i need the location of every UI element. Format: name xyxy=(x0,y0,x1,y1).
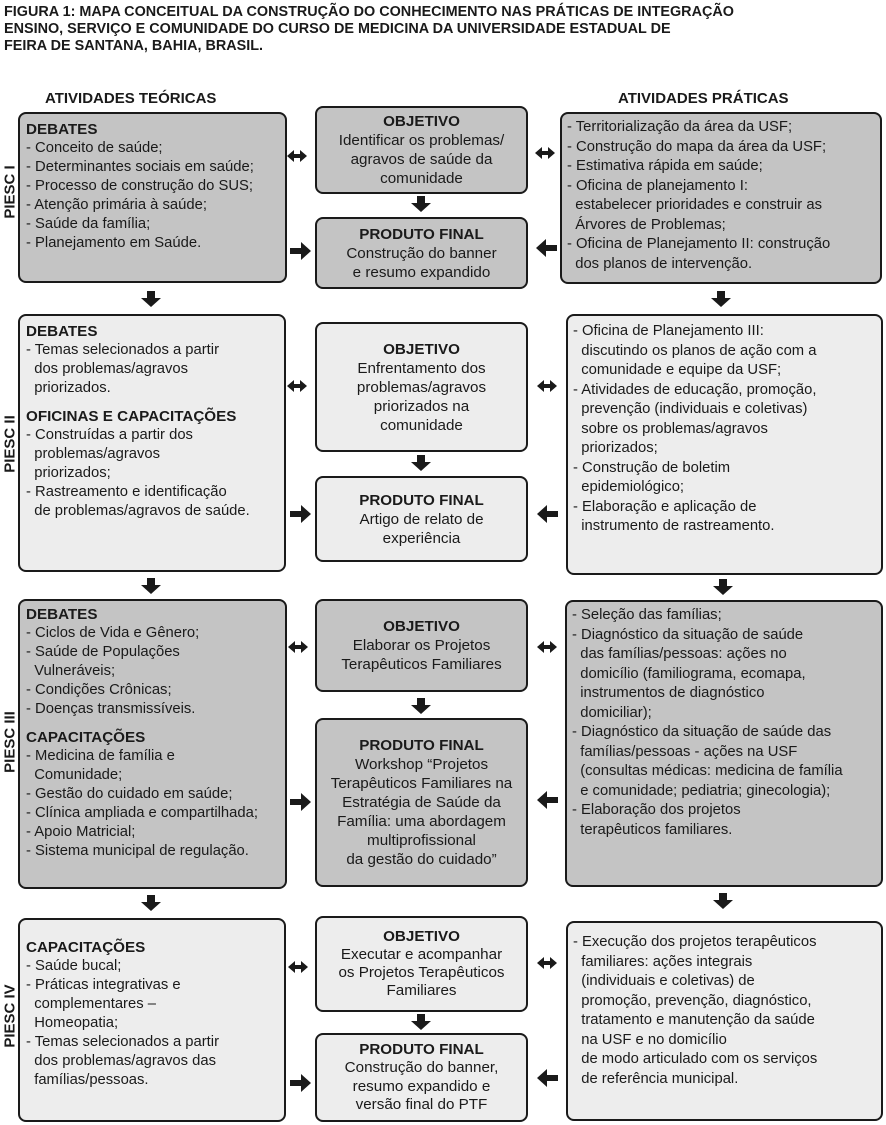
text-line: Estratégia de Saúde da xyxy=(342,794,501,811)
list-item: familiares: ações integrais xyxy=(573,953,753,970)
section-heading: CAPACITAÇÕES xyxy=(26,729,146,746)
double-arrow-icon xyxy=(537,641,557,653)
list-item: - Construção do mapa da área da USF; xyxy=(567,138,827,155)
list-item: Árvores de Problemas; xyxy=(567,216,726,233)
double-arrow-icon xyxy=(537,957,557,969)
left-arrow-icon xyxy=(536,239,557,257)
list-item: - Determinantes sociais em saúde; xyxy=(26,159,254,175)
list-item: - Seleção das famílias; xyxy=(572,607,722,623)
list-item: - Medicina de família e xyxy=(26,748,175,764)
right-arrow-icon xyxy=(290,505,311,523)
list-item: - Elaboração e aplicação de xyxy=(573,498,757,515)
list-item: - Conceito de saúde; xyxy=(26,140,163,156)
list-item: - Práticas integrativas e xyxy=(26,977,181,993)
list-item: discutindo os planos de ação com a xyxy=(573,342,817,359)
text-line: Identificar os problemas/ xyxy=(338,132,505,149)
list-item: - Condições Crônicas; xyxy=(26,682,172,698)
list-item: - Sistema municipal de regulação. xyxy=(26,843,249,859)
list-item: - Estimativa rápida em saúde; xyxy=(567,158,763,174)
objective-heading: OBJETIVO xyxy=(383,618,460,635)
section-heading: OFICINAS E CAPACITAÇÕES xyxy=(26,408,237,425)
down-arrow-icon xyxy=(411,196,431,212)
text-line: Construção do banner, xyxy=(344,1059,499,1076)
list-item: estabelecer prioridades e construir as xyxy=(567,197,822,213)
list-item: instrumentos de diagnóstico xyxy=(572,685,765,701)
list-item: tratamento e manutenção da saúde xyxy=(573,1012,815,1028)
list-item: de problemas/agravos de saúde. xyxy=(26,503,250,519)
title-line: FEIRA DE SANTANA, BAHIA, BRASIL. xyxy=(4,38,264,54)
text-line: Construção do banner xyxy=(346,244,497,262)
list-item: comunidade e equipe da USF; xyxy=(573,362,782,378)
down-arrow-icon xyxy=(411,455,431,471)
double-arrow-icon xyxy=(288,961,308,973)
objective-heading: OBJETIVO xyxy=(383,113,460,130)
down-arrow-icon xyxy=(411,698,431,714)
list-item: - Oficina de Planejamento II: construção xyxy=(567,236,831,252)
list-item: dos planos de intervenção. xyxy=(567,255,753,272)
final-product-heading: PRODUTO FINAL xyxy=(359,491,484,509)
list-item: - Processo de construção do SUS; xyxy=(26,178,253,194)
text-line: Enfrentamento dos xyxy=(357,359,486,377)
down-arrow-icon xyxy=(141,291,161,307)
row-label-piesc-3: PIESC III xyxy=(1,711,19,773)
title-line: ENSINO, SERVIÇO E COMUNIDADE DO CURSO DE MEDICINA DA UNIVERSIDADE ESTADUAL DE xyxy=(4,21,671,37)
text-line: Artigo de relato de xyxy=(359,510,484,528)
list-item: famílias/pessoas - ações na USF xyxy=(572,743,798,760)
text-line: Terapêuticos Familiares xyxy=(341,656,502,673)
text-line: Família: uma abordagem xyxy=(337,813,506,830)
list-item: - Territorialização da área da USF; xyxy=(567,119,793,135)
list-item: dos problemas/agravos xyxy=(26,361,189,377)
text-line: Elaborar os Projetos xyxy=(352,637,491,654)
section-heading: DEBATES xyxy=(26,323,98,340)
final-product-heading: PRODUTO FINAL xyxy=(359,737,484,754)
row-label-piesc-2: PIESC II xyxy=(1,415,19,473)
text-line: resumo expandido e xyxy=(352,1077,491,1095)
list-item: - Gestão do cuidado em saúde; xyxy=(26,786,233,802)
list-item: - Construídas a partir dos xyxy=(26,427,193,443)
text-line: e resumo expandido xyxy=(352,263,491,281)
left-arrow-icon xyxy=(537,505,558,523)
list-item: terapêuticos familiares. xyxy=(572,821,733,838)
list-item: - Rastreamento e identificação xyxy=(26,484,227,500)
down-arrow-icon xyxy=(713,893,733,909)
text-line: Familiares xyxy=(386,982,457,999)
row-label-piesc-4: PIESC IV xyxy=(1,984,19,1048)
list-item: epidemiológico; xyxy=(573,479,685,495)
text-line: experiência xyxy=(382,529,461,547)
list-item: Homeopatia; xyxy=(26,1015,119,1031)
title-line: FIGURA 1: MAPA CONCEITUAL DA CONSTRUÇÃO DO CONHECIMENTO NAS PRÁTICAS DE INTEGRAÇÃO xyxy=(4,4,734,20)
final-product-heading: PRODUTO FINAL xyxy=(359,225,484,243)
list-item: - Apoio Matricial; xyxy=(26,824,136,840)
list-item: - Clínica ampliada e compartilhada; xyxy=(26,805,258,821)
double-arrow-icon xyxy=(288,641,308,653)
list-item: dos problemas/agravos das xyxy=(26,1053,216,1069)
left-arrow-icon xyxy=(537,1069,558,1087)
list-item: - Elaboração dos projetos xyxy=(572,802,741,818)
text-line: Executar e acompanhar xyxy=(340,946,503,963)
double-arrow-icon xyxy=(535,147,555,159)
list-item: das famílias/pessoas: ações no xyxy=(572,646,787,662)
text-line: Terapêuticos Familiares na xyxy=(330,775,513,792)
list-item: - Atenção primária à saúde; xyxy=(26,197,207,213)
list-item: problemas/agravos xyxy=(26,446,161,462)
section-heading: DEBATES xyxy=(26,606,98,623)
down-arrow-icon xyxy=(411,1014,431,1030)
list-item: - Construção de boletim xyxy=(573,459,731,476)
list-item: - Saúde bucal; xyxy=(26,958,122,974)
list-item: instrumento de rastreamento. xyxy=(573,518,775,534)
down-arrow-icon xyxy=(711,291,731,307)
double-arrow-icon xyxy=(537,380,557,392)
down-arrow-icon xyxy=(713,579,733,595)
text-line: agravos de saúde da xyxy=(350,151,493,168)
list-item: priorizados; xyxy=(573,440,658,456)
section-heading: CAPACITAÇÕES xyxy=(26,939,146,956)
text-line: multiprofissional xyxy=(367,832,476,849)
text-line: problemas/agravos xyxy=(356,378,487,396)
row-label-piesc-1: PIESC I xyxy=(1,165,19,219)
right-arrow-icon xyxy=(290,242,311,260)
list-item: priorizados. xyxy=(26,380,111,396)
list-item: - Oficina de planejamento I: xyxy=(567,177,748,194)
list-item: de modo articulado com os serviços xyxy=(573,1051,818,1067)
list-item: prevenção (individuais e coletivas) xyxy=(573,401,808,417)
text-line: Workshop “Projetos xyxy=(354,756,489,773)
text-line: comunidade xyxy=(380,416,463,434)
double-arrow-icon xyxy=(287,150,307,162)
list-item: - Oficina de Planejamento III: xyxy=(573,323,764,339)
column-header-practice: ATIVIDADES PRÁTICAS xyxy=(618,90,789,107)
list-item: (consultas médicas: medicina de família xyxy=(572,763,843,779)
final-product-heading: PRODUTO FINAL xyxy=(359,1040,484,1058)
list-item: - Execução dos projetos terapêuticos xyxy=(573,934,817,950)
list-item: - Ciclos de Vida e Gênero; xyxy=(26,625,200,641)
list-item: - Diagnóstico da situação de saúde xyxy=(572,626,804,643)
text-line: os Projetos Terapêuticos xyxy=(338,964,505,981)
text-line: versão final do PTF xyxy=(355,1096,488,1113)
list-item: complementares – xyxy=(26,996,156,1012)
list-item: - Atividades de educação, promoção, xyxy=(573,381,817,398)
right-arrow-icon xyxy=(290,793,311,811)
list-item: promoção, prevenção, diagnóstico, xyxy=(573,992,812,1009)
text-line: da gestão do cuidado” xyxy=(346,851,497,868)
list-item: priorizados; xyxy=(26,465,111,481)
list-item: domicílio (familiograma, ecomapa, xyxy=(572,665,806,682)
right-arrow-icon xyxy=(290,1074,311,1092)
objective-heading: OBJETIVO xyxy=(383,928,460,945)
double-arrow-icon xyxy=(287,380,307,392)
list-item: de referência municipal. xyxy=(573,1070,739,1087)
list-item: e comunidade; pediatria; ginecologia); xyxy=(572,782,831,799)
list-item: famílias/pessoas. xyxy=(26,1072,149,1088)
list-item: - Temas selecionados a partir xyxy=(26,342,220,358)
down-arrow-icon xyxy=(141,895,161,911)
list-item: - Diagnóstico da situação de saúde das xyxy=(572,724,832,740)
list-item: - Saúde da família; xyxy=(26,216,151,232)
list-item: Vulneráveis; xyxy=(26,663,116,679)
down-arrow-icon xyxy=(141,578,161,594)
list-item: sobre os problemas/agravos xyxy=(573,420,768,437)
objective-heading: OBJETIVO xyxy=(383,340,460,358)
list-item: Comunidade; xyxy=(26,767,123,783)
list-item: (individuais e coletivas) de xyxy=(573,973,755,989)
list-item: - Doenças transmissíveis. xyxy=(26,701,196,717)
list-item: na USF e no domicílio xyxy=(573,1031,727,1048)
list-item: - Planejamento em Saúde. xyxy=(26,235,202,251)
text-line: priorizados na xyxy=(373,397,470,415)
text-line: comunidade xyxy=(380,170,463,187)
list-item: domiciliar); xyxy=(572,704,652,721)
column-header-theory: ATIVIDADES TEÓRICAS xyxy=(45,90,217,107)
list-item: - Saúde de Populações xyxy=(26,644,180,660)
list-item: - Temas selecionados a partir xyxy=(26,1034,220,1050)
left-arrow-icon xyxy=(537,791,558,809)
section-heading: DEBATES xyxy=(26,121,98,138)
